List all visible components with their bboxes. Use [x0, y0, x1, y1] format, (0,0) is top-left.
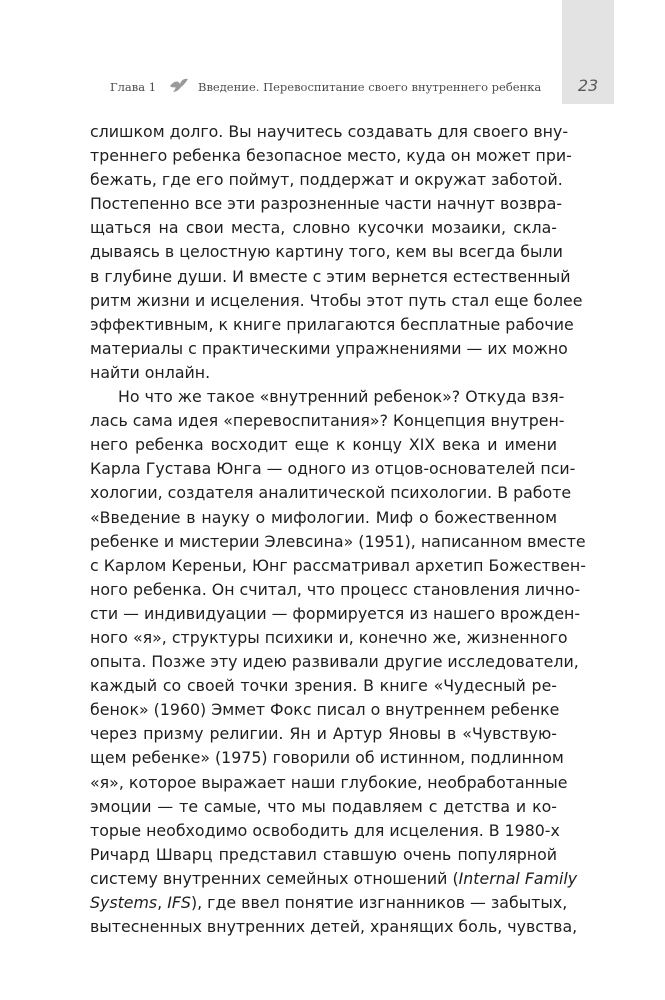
- text-line: лась сама идея «перевоспитания»? Концепция внутрен-: [90, 411, 565, 431]
- text-line: Постепенно все эти разрозненные части начнут возвра-: [90, 194, 563, 214]
- text-line: сти — индивидуации — формируется из нашего врожден-: [90, 603, 581, 623]
- text-line: материалы с практическими упражнениями — их можно: [90, 338, 568, 358]
- text-fragment: ,: [157, 893, 168, 912]
- chapter-title: Введение. Перевоспитание своего внутреннего ребенка: [198, 80, 542, 94]
- text-line: «Введение в науку о мифологии. Миф о божественном: [90, 507, 557, 527]
- text-fragment: ), где ввел понятие изгнанников — забытых,: [190, 893, 568, 912]
- text-line: ного ребенка. Он считал, что процесс становления лично-: [90, 579, 581, 599]
- text-line: ритм жизни и исцеления. Чтобы этот путь стал еще более: [90, 290, 583, 310]
- text-line: бежать, где его поймут, поддержат и окружат заботой.: [90, 170, 563, 190]
- text-line: Но что же такое «внутренний ребенок»? Откуда взя-: [118, 387, 565, 407]
- text-line: через призму религии. Ян и Артур Яновы в «Чувствую-: [90, 724, 557, 744]
- text-line: опыта. Позже эту идею развивали другие исследователи,: [90, 652, 579, 672]
- chapter-label: Глава 1: [110, 80, 157, 94]
- text-fragment: систему внутренних семейных отношений (: [90, 868, 459, 888]
- text-line: щем ребенке» (1975) говорили об истинном, подлинном: [90, 748, 564, 768]
- text-line: [90, 867, 578, 891]
- text-line: найти онлайн.: [90, 362, 211, 382]
- text-line: хологии, создателя аналитической психологии. В работе: [90, 483, 572, 503]
- text-line: [90, 891, 568, 915]
- text-line: Ричард Шварц представил ставшую очень популярной: [90, 844, 557, 864]
- paragraph-2: [90, 385, 586, 939]
- text-line: «я», которое выражает наши глубокие, необработанные: [90, 772, 568, 792]
- text-line: Карла Густава Юнга — одного из отцов-основателей пси-: [90, 459, 576, 479]
- text-line: торые необходимо освободить для исцеления. В 1980-х: [90, 820, 560, 840]
- text-line: эмоции — те самые, что мы подавляем с детства и ко-: [90, 796, 557, 816]
- text-line: щаться на свои места, словно кусочки мозаики, скла-: [90, 218, 557, 238]
- italic-term: Systems: [90, 893, 158, 912]
- text-line: с Карлом Кереньи, Юнг рассматривал архетип Божествен-: [90, 555, 586, 575]
- body-text: [90, 120, 586, 939]
- italic-term: IFS: [167, 893, 191, 912]
- running-head: [110, 80, 550, 98]
- italic-term: Internal Family: [458, 868, 578, 888]
- text-line: дываясь в целостную картину того, кем вы всегда были: [90, 242, 563, 262]
- text-line: него ребенка восходит еще к концу XIX века и имени: [90, 435, 557, 455]
- page-number: 23: [577, 76, 599, 95]
- text-line: ребенке и мистерии Элевсина» (1951), написанном вместе: [90, 531, 586, 551]
- text-line: эффективным, к книге прилагаются бесплатные рабочие: [90, 314, 574, 334]
- paragraph-1: [90, 120, 583, 385]
- text-line: каждый со своей точки зрения. В книге «Чудесный ре-: [90, 676, 557, 696]
- text-line: треннего ребенка безопасное место, куда он может при-: [90, 146, 572, 166]
- text-line: ного «я», структуры психики и, конечно же, жизненного: [90, 627, 568, 647]
- bird-icon: [168, 77, 190, 95]
- text-line: слишком долго. Вы научитесь создавать для своего вну-: [90, 122, 569, 141]
- text-line: бенок» (1960) Эммет Фокс писал о внутреннем ребенке: [90, 700, 560, 720]
- text-line: вытесненных внутренних детей, хранящих боль, чувства,: [90, 917, 578, 937]
- text-line: в глубине души. И вместе с этим вернется естественный: [90, 266, 571, 286]
